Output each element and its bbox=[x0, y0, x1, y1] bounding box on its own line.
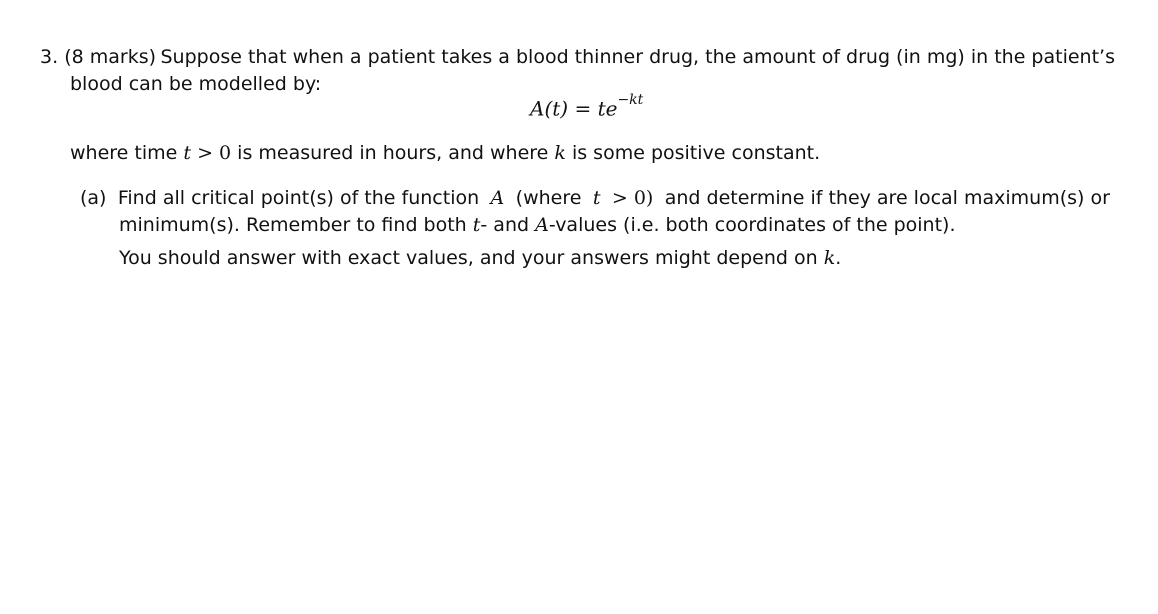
part-a bbox=[80, 185, 1110, 272]
part-a-text-3: and determine if they are local maximum(s) or bbox=[664, 187, 1110, 209]
part-a-line-1 bbox=[80, 185, 1110, 212]
equation-rhs-base: te bbox=[597, 96, 618, 121]
part-a-gt-zero: > 0) bbox=[611, 187, 654, 209]
part-a-text-6: -values (i.e. both coordinates of the point). bbox=[548, 214, 956, 236]
question-intro-line-1 bbox=[40, 44, 1115, 71]
part-a-note bbox=[80, 245, 1110, 272]
part-a-label: (a) bbox=[80, 187, 107, 209]
equation-equals: = bbox=[574, 96, 592, 121]
where-var-k: k bbox=[554, 142, 566, 164]
question-number: 3. bbox=[40, 46, 59, 68]
part-a-var-A2: A bbox=[535, 214, 549, 236]
part-a-var-t: t bbox=[592, 187, 601, 209]
where-var-t: t bbox=[183, 142, 192, 164]
part-a-text-5: - and bbox=[480, 214, 530, 236]
display-equation bbox=[530, 92, 644, 121]
part-a-text-4: minimum(s). Remember to find both bbox=[119, 214, 467, 236]
where-text-2: is measured in hours, and where bbox=[237, 142, 549, 164]
question-3 bbox=[40, 44, 1115, 98]
part-a-text-2: (where bbox=[515, 187, 582, 209]
equation-lhs: A(t) bbox=[530, 96, 569, 121]
part-a-note-text: You should answer with exact values, and your answers might depend on bbox=[119, 247, 818, 269]
where-clause bbox=[70, 140, 820, 167]
part-a-var-t2: t bbox=[472, 214, 481, 236]
question-intro-line-2: blood can be modelled by: bbox=[70, 73, 322, 95]
part-a-var-A: A bbox=[490, 187, 505, 209]
part-a-text-1: Find all critical point(s) of the function bbox=[117, 187, 480, 209]
question-marks: (8 marks) bbox=[64, 46, 157, 68]
part-a-note-end: . bbox=[835, 247, 842, 269]
part-a-line-2 bbox=[80, 212, 1110, 239]
where-text-1: where time bbox=[70, 142, 178, 164]
where-gt-zero: > 0 bbox=[197, 142, 232, 164]
question-intro-text-1: Suppose that when a patient takes a blood thinner drug, the amount of drug (in mg) in the patient’s bbox=[160, 46, 1115, 68]
where-text-3: is some positive constant. bbox=[571, 142, 821, 164]
equation-exponent: −kt bbox=[617, 92, 644, 108]
part-a-note-var-k: k bbox=[823, 247, 836, 269]
